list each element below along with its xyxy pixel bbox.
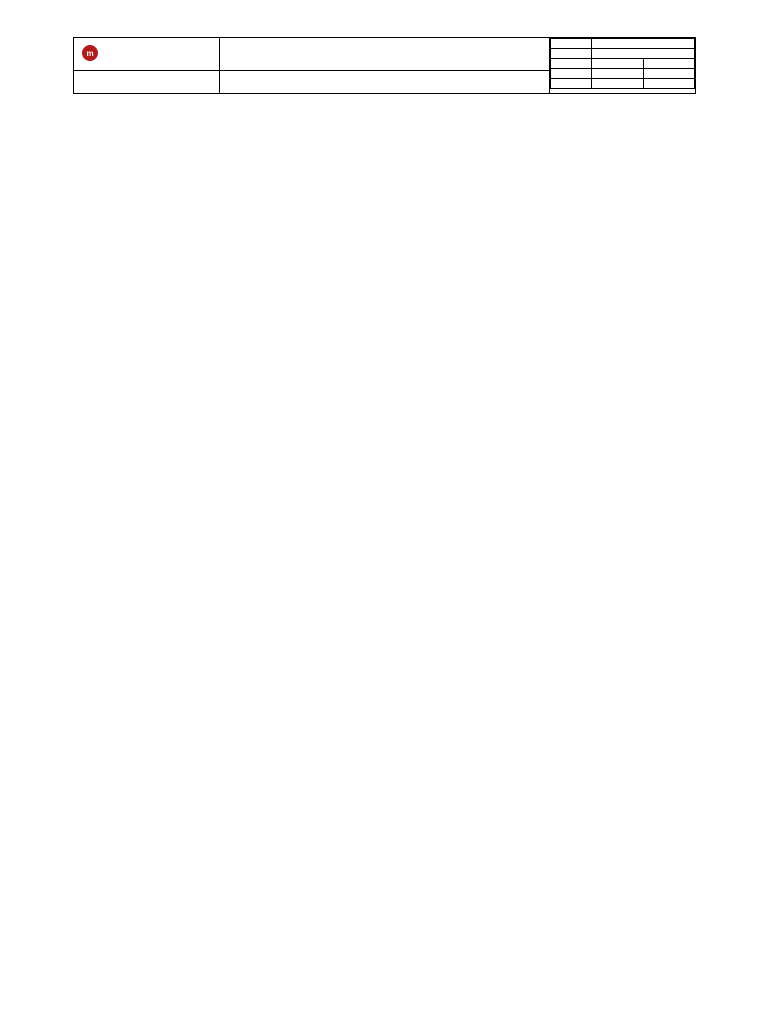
revision-label-en xyxy=(643,69,695,79)
date-label-en xyxy=(643,59,695,69)
logo-box xyxy=(74,38,220,93)
new-code-label xyxy=(551,49,592,59)
spec-sheet xyxy=(73,37,696,94)
title-box xyxy=(220,38,550,93)
issue-label-en xyxy=(643,79,695,89)
title-english xyxy=(220,70,549,93)
company-name xyxy=(74,70,219,93)
revisione-label xyxy=(551,69,592,79)
old-code xyxy=(592,39,695,49)
code-block xyxy=(550,38,695,93)
company-logo xyxy=(74,38,219,68)
data-label xyxy=(551,59,592,69)
emissione-label xyxy=(551,79,592,89)
date-value xyxy=(592,59,644,69)
logo-mark-icon: m xyxy=(82,45,98,61)
issue-value xyxy=(592,79,644,89)
title-italian xyxy=(220,38,549,70)
old-code-label xyxy=(551,39,592,49)
new-code xyxy=(592,49,695,59)
revision-value xyxy=(592,69,644,79)
sheet-header xyxy=(73,37,696,94)
